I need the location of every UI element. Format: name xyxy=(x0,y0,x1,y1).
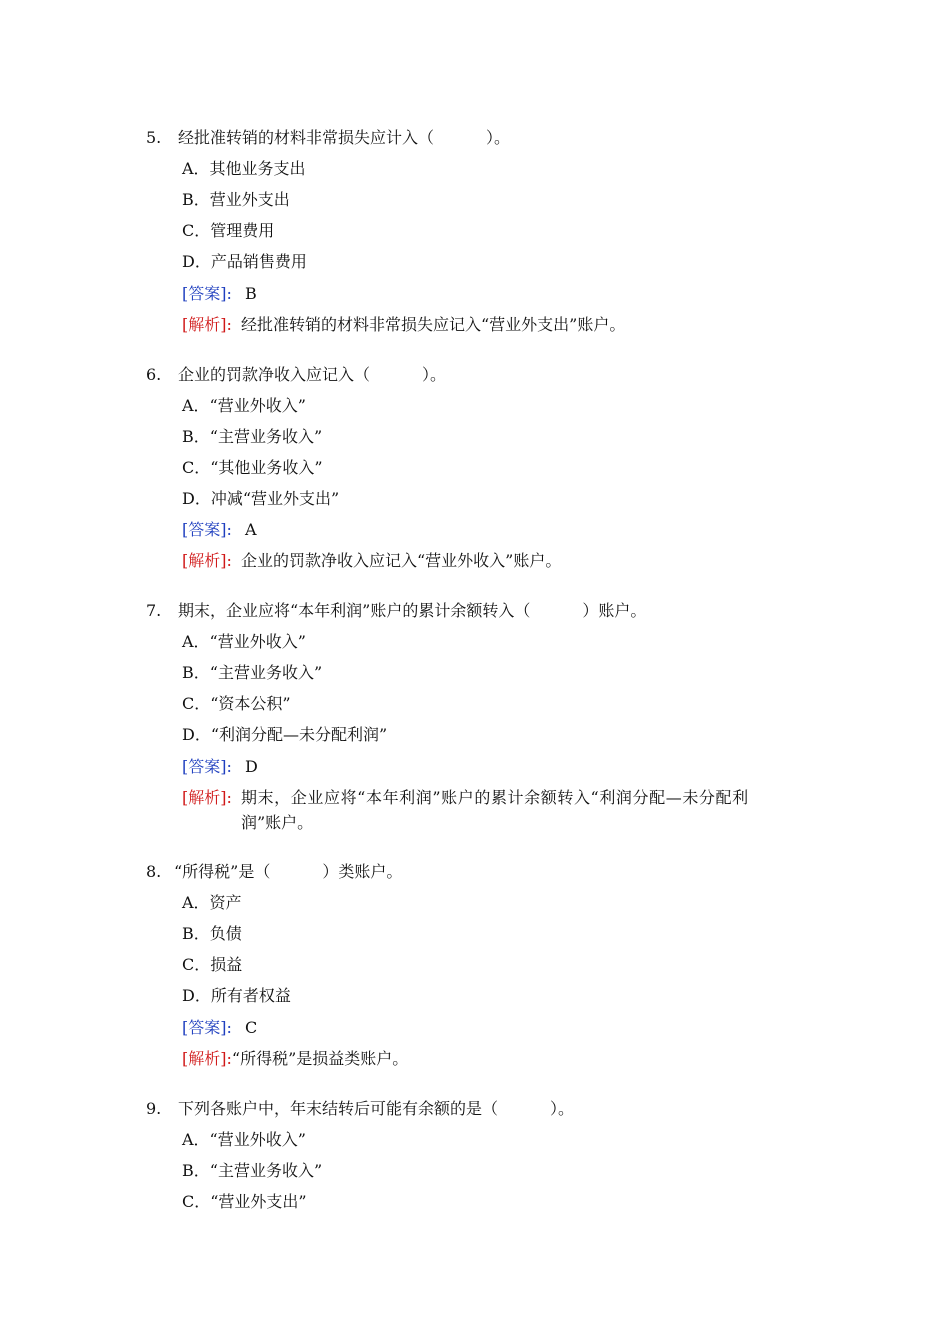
explanation-text: 经批准转销的材料非常损失应记入“营业外支出”账户。 xyxy=(240,315,626,334)
option-c: C．“资本公积” xyxy=(182,694,291,713)
explanation-text: 期末，企业应将“本年利润”账户的累计余额转入“利润分配—未分配利 xyxy=(240,788,749,807)
answer-line xyxy=(182,520,257,540)
answer-value: D xyxy=(244,757,258,776)
answer-value: A xyxy=(244,520,257,539)
option-a: A．“营业外收入” xyxy=(182,1130,306,1149)
explanation-text-continued: 润”账户。 xyxy=(241,813,314,832)
option-d: D．所有者权益 xyxy=(182,986,291,1005)
option-a: A．资产 xyxy=(182,893,242,912)
explanation-line xyxy=(182,315,625,335)
answer-line xyxy=(182,1018,257,1038)
answer-line xyxy=(182,284,257,304)
explanation-tag: [解析]: xyxy=(182,1049,232,1068)
question-stem: 期末，企业应将“本年利润”账户的累计余额转入（ ）账户。 xyxy=(178,601,647,620)
answer-line xyxy=(182,757,258,777)
explanation-text: “所得税”是损益类账户。 xyxy=(231,1049,409,1068)
explanation-tag: [解析]: xyxy=(182,315,232,334)
explanation-tag: [解析]: xyxy=(182,551,232,570)
option-b: B．负债 xyxy=(182,924,242,943)
question-stem: “所得税”是（ ）类账户。 xyxy=(174,862,403,881)
question-number: 9. xyxy=(146,1099,162,1118)
explanation-text: 企业的罚款净收入应记入“营业外收入”账户。 xyxy=(240,551,562,570)
option-b: B．“主营业务收入” xyxy=(182,663,323,682)
option-b: B．营业外支出 xyxy=(182,190,290,209)
answer-tag: [答案]: xyxy=(182,284,232,303)
answer-tag: [答案]: xyxy=(182,757,232,776)
question-number: 7. xyxy=(146,601,162,620)
question-number: 8. xyxy=(146,862,162,881)
option-c: C．“营业外支出” xyxy=(182,1192,307,1211)
option-d: D．产品销售费用 xyxy=(182,252,307,271)
question-number: 5. xyxy=(146,128,162,147)
option-c: C．“其他业务收入” xyxy=(182,458,323,477)
answer-tag: [答案]: xyxy=(182,1018,232,1037)
option-c: C．损益 xyxy=(182,955,243,974)
question-number: 6. xyxy=(146,365,162,384)
option-b: B．“主营业务收入” xyxy=(182,1161,323,1180)
question-stem: 下列各账户中，年末结转后可能有余额的是（ ）。 xyxy=(178,1099,575,1118)
option-d: D．冲减“营业外支出” xyxy=(182,489,340,508)
explanation-tag: [解析]: xyxy=(182,788,232,807)
answer-value: B xyxy=(244,284,257,303)
option-b: B．“主营业务收入” xyxy=(182,427,323,446)
question-stem: 企业的罚款净收入应记入（ ）。 xyxy=(178,365,447,384)
answer-value: C xyxy=(244,1018,258,1037)
option-a: A．“营业外收入” xyxy=(182,632,306,651)
option-a: A．其他业务支出 xyxy=(182,159,306,178)
answer-tag: [答案]: xyxy=(182,520,232,539)
explanation-line xyxy=(182,1049,408,1069)
explanation-line xyxy=(182,551,561,571)
explanation-line xyxy=(182,788,749,808)
option-a: A．“营业外收入” xyxy=(182,396,306,415)
option-c: C．管理费用 xyxy=(182,221,275,240)
question-stem: 经批准转销的材料非常损失应计入（ ）。 xyxy=(178,128,511,147)
option-d: D．“利润分配—未分配利润” xyxy=(182,725,388,744)
